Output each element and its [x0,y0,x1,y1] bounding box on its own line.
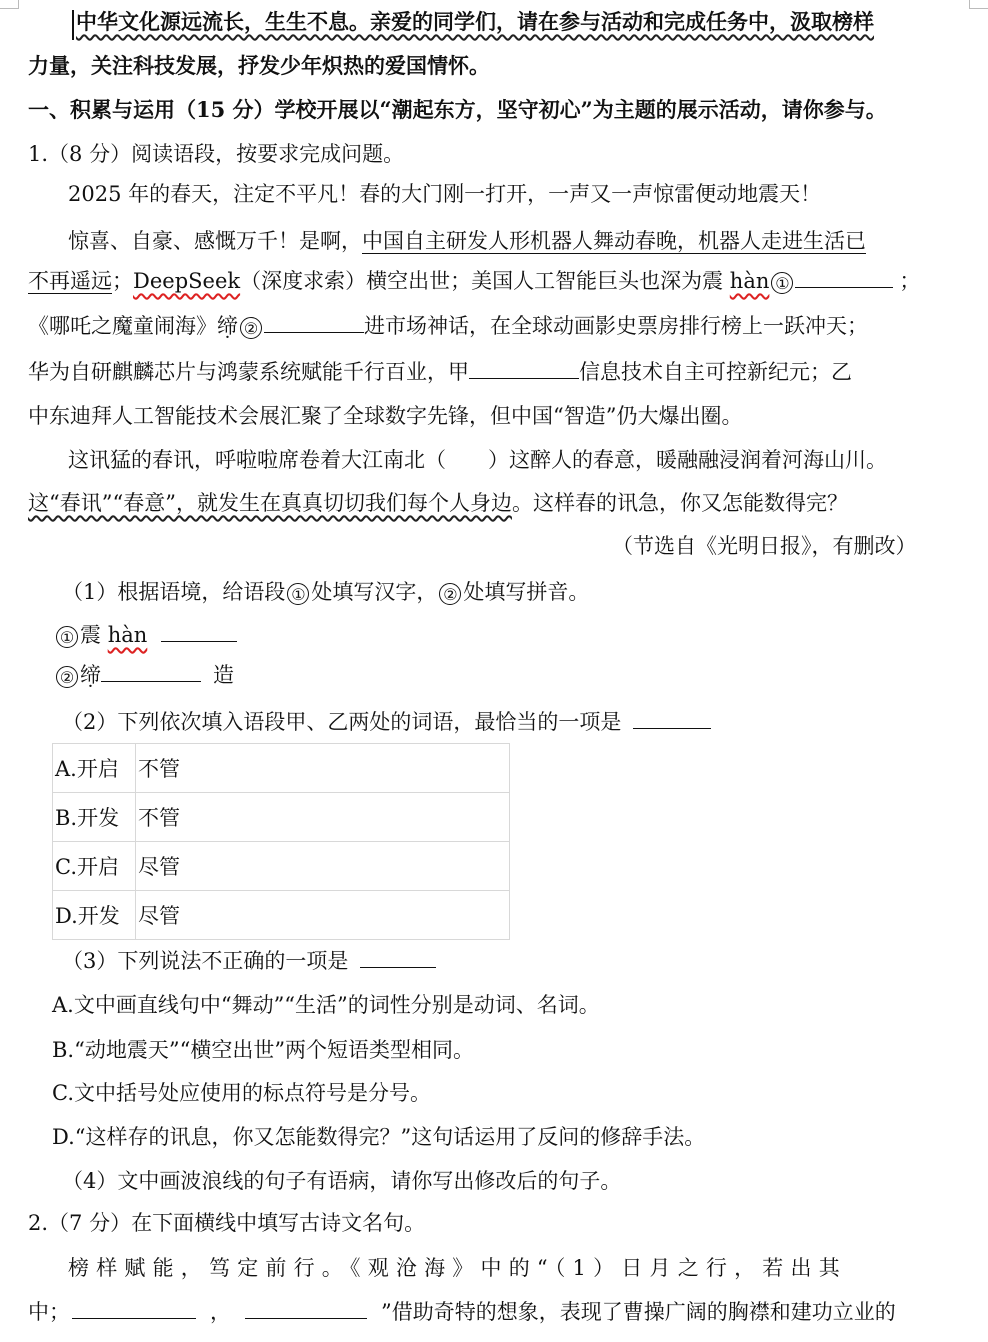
intro-line-1 [76,8,874,36]
q1-paragraph-2-line-1 [68,227,866,255]
marker-2: ② [240,317,262,339]
sub3-option-b: B.“动地震天”“横空出世”两个短语类型相同。 [52,1038,475,1062]
sub1-marker-1: ① [287,583,309,605]
sub3-option-a: A.文中画直线句中“舞动”“生活”的词性分别是动词、名词。 [52,993,600,1017]
sub3-option-c: C.文中括号处应使用的标点符号是分号。 [52,1081,431,1105]
sub3-option-d: D.“这样存的讯息，你又怎能数得完？”这句话运用了反问的修辞手法。 [52,1125,706,1149]
q2-line-2 [28,1298,896,1326]
answer-2-marker: ② [56,666,78,688]
options-table [52,743,510,940]
answer-2-label: 缔 [80,663,101,687]
answer-1-marker: ① [56,626,78,648]
option-label: C.开启 [53,842,136,891]
q2-line-1: 榜样赋能，笃定前行。《观沧海》中的“（1）日月之行，若出其 [68,1256,847,1280]
p3-text-a: 《哪吒之魔童闹海》 [28,314,217,338]
sub4-prompt: （4）文中画波浪线的句子有语病，请你写出修改后的句子。 [62,1169,622,1193]
corner-mark-left [0,0,19,9]
p2-text-b: ； [112,269,133,293]
p2-underlined-1: 中国自主研发人形机器人舞动春晚，机器人走进生活已 [362,229,866,253]
option-label: A.开启 [53,744,136,793]
answer-1-pinyin: hàn [107,623,148,647]
text-cursor [72,10,74,40]
p7-end: 。这样春的讯急，你又怎能数得完？ [511,491,848,515]
corner-mark-right [969,0,988,9]
option-word: 不管 [136,744,510,793]
sub2-prompt [62,708,711,736]
q2-blank-2[interactable] [245,1298,367,1319]
q1-source: （节选自《光明日报》，有删改） [612,534,917,558]
option-word: 尽管 [136,842,510,891]
blank-1[interactable] [795,267,893,288]
sub1-text-a: （1）根据语境，给语段 [62,580,286,604]
sub3-text: （3）下列说法不正确的一项是 [62,949,349,973]
p2-underlined-2: 不再遥远 [28,269,112,293]
sub3-prompt [62,947,436,975]
p4-text-b: 信息技术自主可控新纪元；乙 [579,360,852,384]
blank-2[interactable] [264,312,364,333]
marker-1: ① [771,272,793,294]
q2-text-a: 中； [28,1300,70,1324]
p2-text-a: 惊喜、自豪、感慨万千！是啊， [68,229,362,253]
p2-pinyin-han: hàn [729,269,770,293]
p4-text-a: 华为自研麒麟芯片与鸿蒙系统赋能千行百业，甲 [28,360,469,384]
intro-line-2: 力量，关注科技发展，抒发少年炽热的爱国情怀。 [28,53,490,78]
p3-text-b: 进市场神话，在全球动画影史票房排行榜上一跃冲天； [364,314,868,338]
sub1-prompt [62,578,589,606]
sub1-text-c: 处填写拼音。 [463,580,590,604]
table-row [53,744,510,793]
q1-paragraph-5: 中东迪拜人工智能技术会展汇聚了全球数字先锋，但中国“智造”仍大爆出圈。 [28,404,743,428]
intro-text-1: 中华文化源远流长，生生不息。亲爱的同学们，请在参与活动和完成任务中，汲取榜样 [76,9,874,34]
option-label: B.开发 [53,793,136,842]
p2-deepseek: DeepSeek [133,269,241,293]
q2-blank-1[interactable] [72,1298,196,1319]
option-word: 尽管 [136,891,510,940]
sub2-answer-blank[interactable] [633,708,711,729]
answer-1-blank[interactable] [161,621,237,642]
sub1-text-b: 处填写汉字， [311,580,438,604]
sub1-answer-2 [54,661,234,689]
wavy-sentence: 这“春讯”“春意”，就发生在真真切切我们每个人身边 [28,491,512,515]
q1-title: 1.（8 分）阅读语段，按要求完成问题。 [28,142,405,166]
q2-title: 2.（7 分）在下面横线中填写古诗文名句。 [28,1211,426,1235]
sub3-answer-blank[interactable] [360,947,436,968]
sub1-answer-1 [54,621,237,649]
blank-jia[interactable] [469,358,579,379]
q1-paragraph-4 [28,358,852,386]
p2-end: ； [899,269,921,293]
answer-2-tail: 造 [213,663,234,687]
p2-text-c: （深度求索）横空出世；美国人工智能巨头也深为震 [240,269,730,293]
table-row [53,891,510,940]
q1-paragraph-1: 2025 年的春天，注定不平凡！春的大门刚一打开，一声又一声惊雷便动地震天！ [68,182,822,206]
q2-text-b: ”借助奇特的想象，表现了曹操广阔的胸襟和建功立业的 [381,1300,896,1324]
option-word: 不管 [136,793,510,842]
sub2-text: （2）下列依次填入语段甲、乙两处的词语，最恰当的一项是 [62,710,622,734]
answer-2-blank[interactable] [101,661,201,682]
sub1-marker-2: ② [439,583,461,605]
table-row [53,793,510,842]
table-row [53,842,510,891]
q1-paragraph-6: 这讯猛的春讯，呼啦啦席卷着大江南北（ ）这醉人的春意，暖融融浸润着河海山川。 [68,448,887,472]
q1-paragraph-3 [28,312,868,340]
q1-paragraph-7 [28,489,848,517]
section-heading: 一、积累与运用（15 分）学校开展以“潮起东方，坚守初心”为主题的展示活动，请你参与。 [28,97,887,122]
option-label: D.开发 [53,891,136,940]
q1-paragraph-2-line-2 [28,267,920,295]
answer-1-label: 震 [80,623,108,647]
p3-di: 缔 [217,314,238,338]
q2-comma: ， [210,1300,231,1324]
